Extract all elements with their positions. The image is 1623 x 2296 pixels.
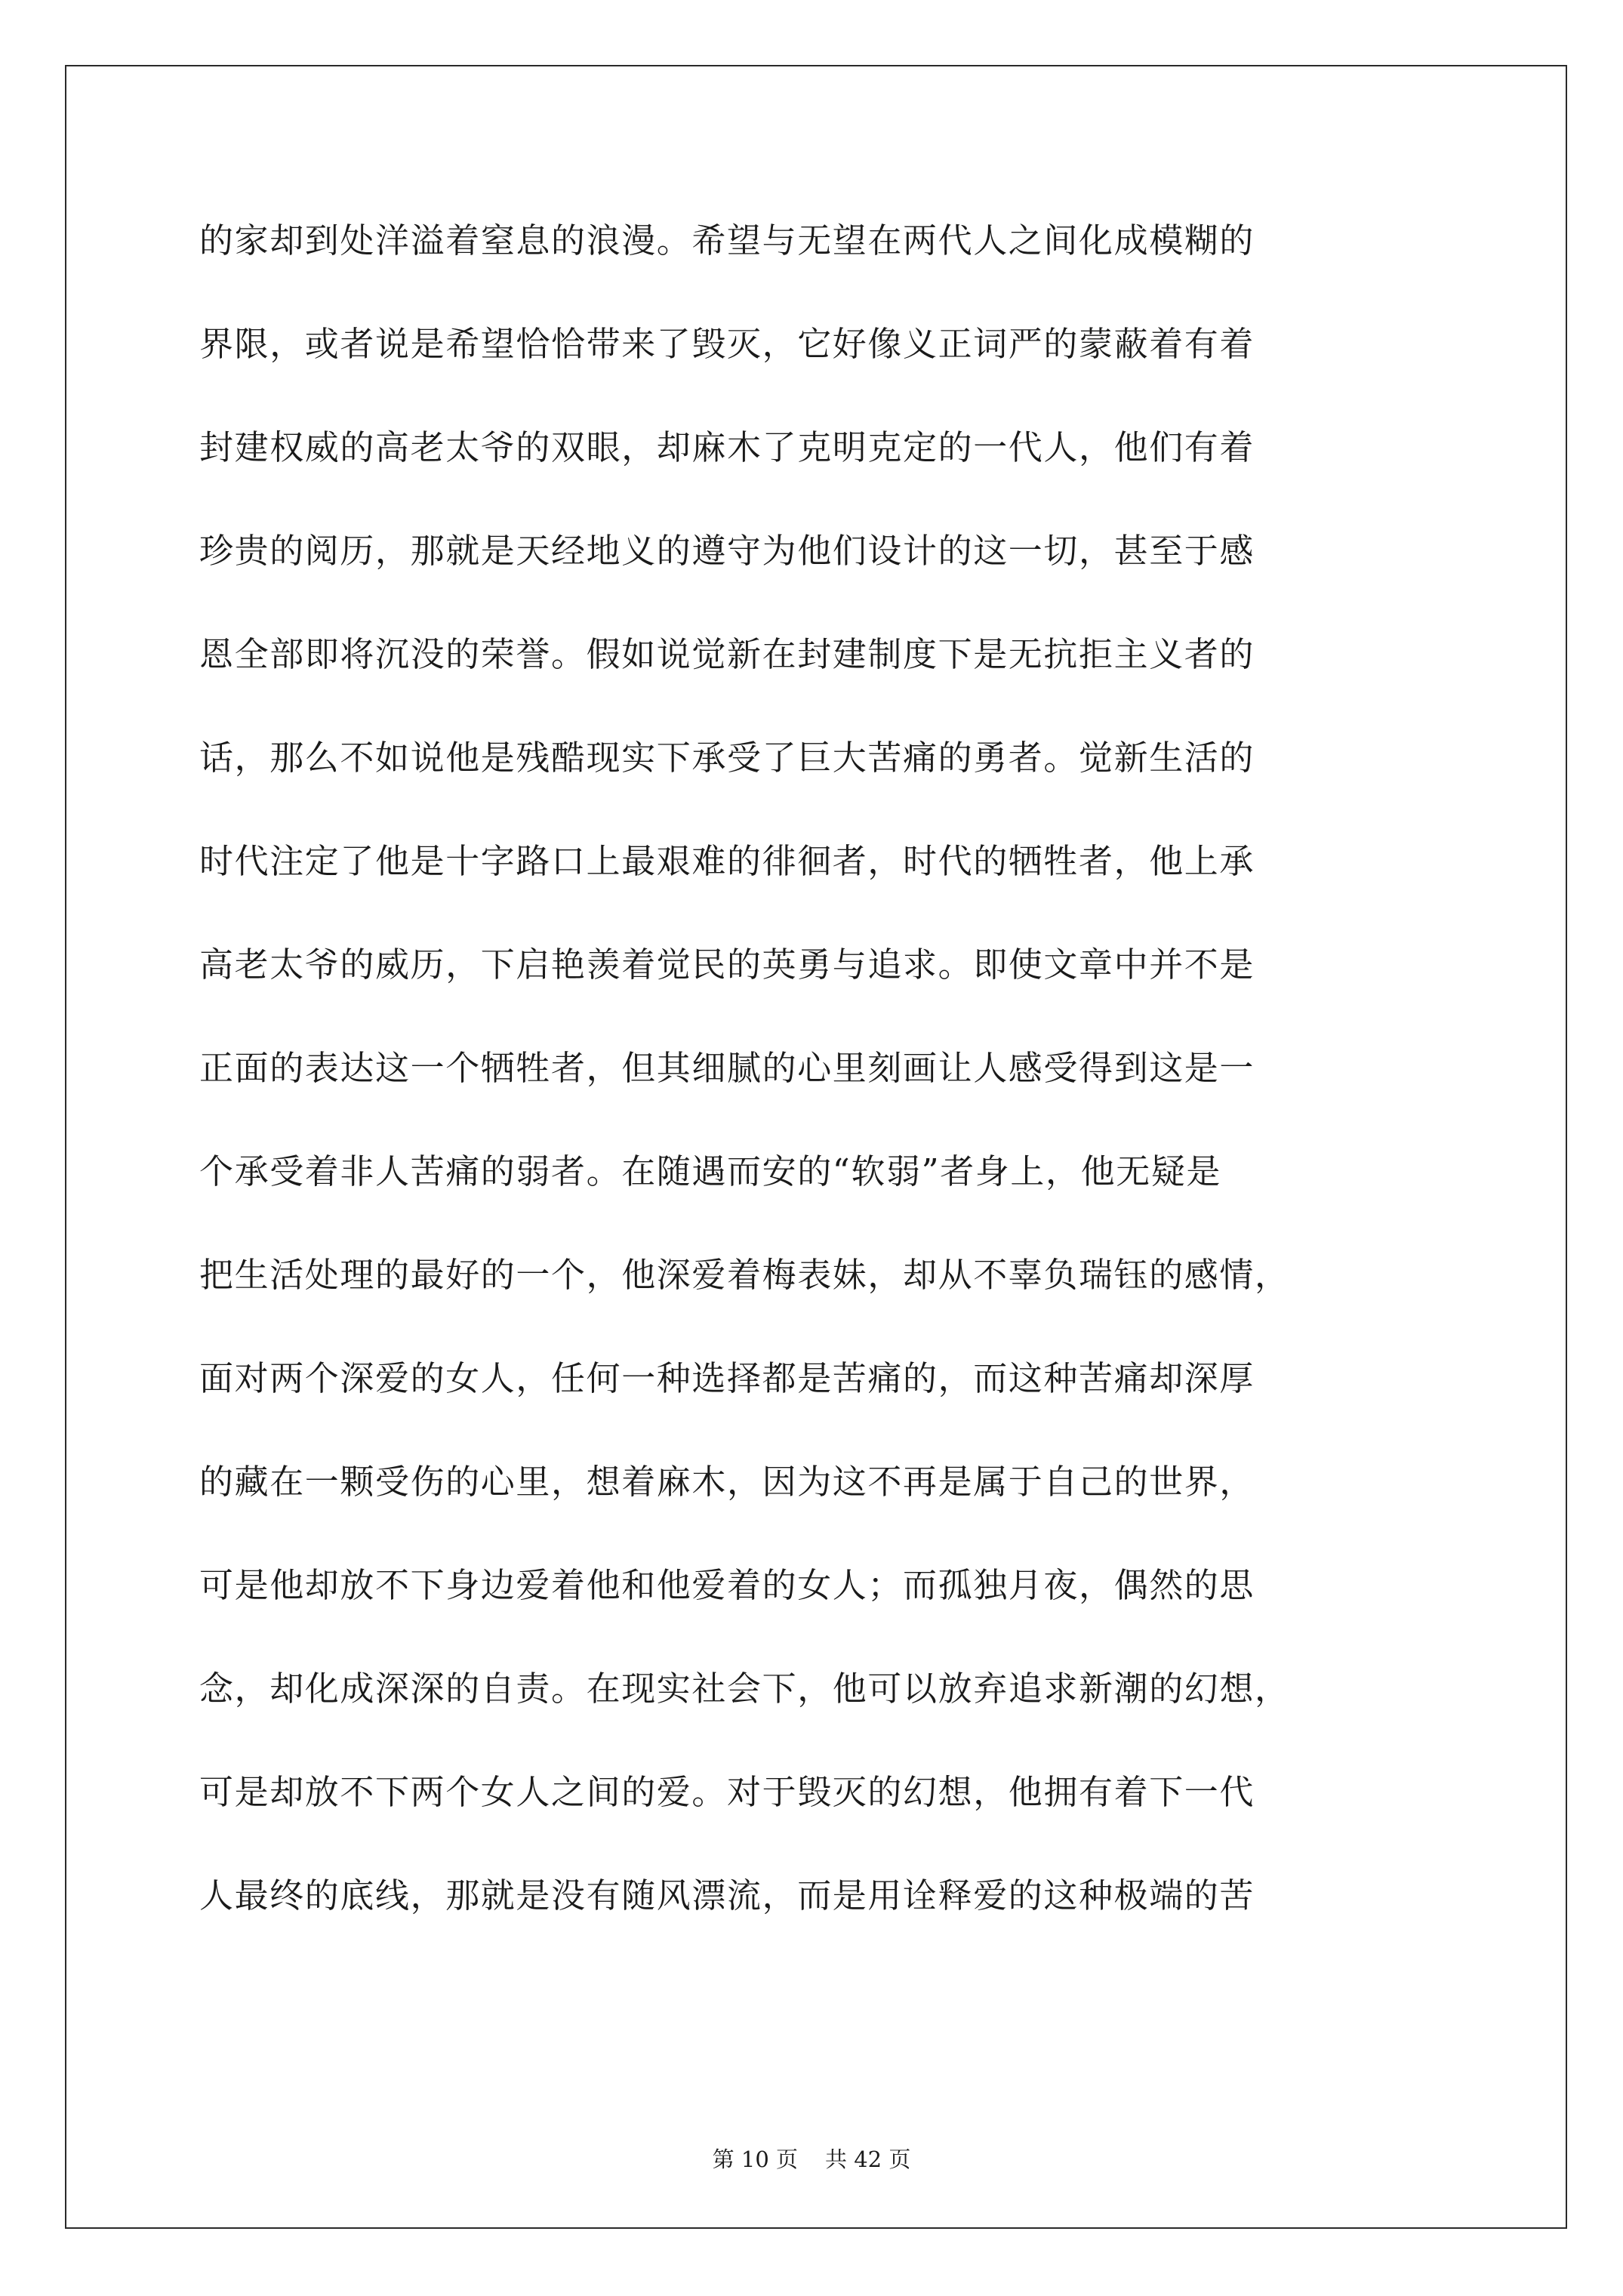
page-number: 第 10 页	[712, 2147, 798, 2172]
text-line: 可是却放不下两个女人之间的爱。对于毁灭的幻想，他拥有着下一代	[199, 1772, 1255, 1812]
text-line: 高老太爷的威历，下启艳羡着觉民的英勇与追求。即使文章中并不是	[199, 945, 1255, 985]
text-line: 念，却化成深深的自责。在现实社会下，他可以放弃追求新潮的幻想，	[199, 1669, 1290, 1709]
text-line: 的藏在一颗受伤的心里，想着麻木，因为这不再是属于自己的世界，	[199, 1462, 1255, 1502]
page-total: 共 42 页	[825, 2147, 911, 2172]
text-line: 的家却到处洋溢着窒息的浪漫。希望与无望在两代人之间化成模糊的	[199, 220, 1255, 260]
text-line: 珍贵的阅历，那就是天经地义的遵守为他们设计的这一切，甚至于感	[199, 531, 1255, 571]
text-line: 可是他却放不下身边爱着他和他爱着的女人；而孤独月夜，偶然的思	[199, 1565, 1255, 1605]
text-line: 话，那么不如说他是残酷现实下承受了巨大苦痛的勇者。觉新生活的	[199, 738, 1255, 778]
text-line: 人最终的底线，那就是没有随风漂流，而是用诠释爱的这种极端的苦	[199, 1875, 1255, 1915]
page-footer	[0, 2143, 1623, 2174]
text-line: 面对两个深爱的女人，任何一种选择都是苦痛的，而这种苦痛却深厚	[199, 1358, 1255, 1398]
text-line: 把生活处理的最好的一个，他深爱着梅表妹，却从不辜负瑞钰的感情，	[199, 1255, 1290, 1295]
text-line: 个承受着非人苦痛的弱者。在随遇而安的“软弱”者身上，他无疑是	[199, 1151, 1222, 1191]
text-line: 正面的表达这一个牺牲者，但其细腻的心里刻画让人感受得到这是一	[199, 1048, 1255, 1088]
body-text	[199, 207, 1437, 1965]
text-line: 时代注定了他是十字路口上最艰难的徘徊者，时代的牺牲者，他上承	[199, 841, 1255, 881]
text-line: 恩全部即将沉没的荣誉。假如说觉新在封建制度下是无抗拒主义者的	[199, 634, 1255, 674]
text-line: 界限，或者说是希望恰恰带来了毁灭，它好像义正词严的蒙蔽着有着	[199, 324, 1255, 364]
text-line: 封建权威的高老太爷的双眼，却麻木了克明克定的一代人，他们有着	[199, 427, 1255, 467]
